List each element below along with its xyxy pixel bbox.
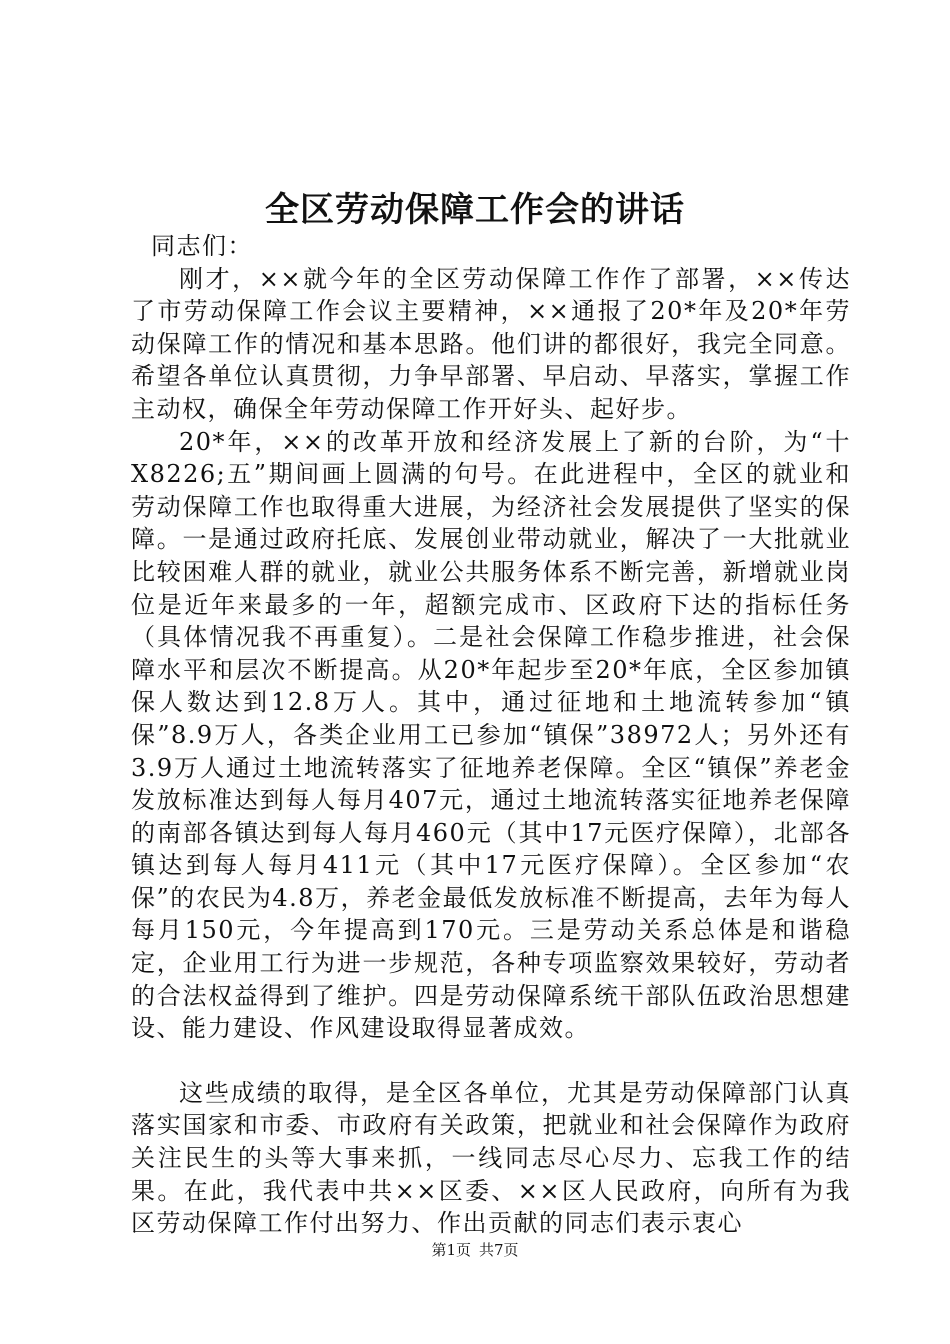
- page-total: 共7页: [479, 1241, 519, 1259]
- page-footer: [0, 1240, 950, 1260]
- page-number: 第1页: [431, 1241, 471, 1259]
- paragraph-3: 这些成绩的取得，是全区各单位，尤其是劳动保障部门认真落实国家和市委、市政府有关政策，把就业和社会保障作为政府关注民生的头等大事来抓，一线同志尽心尽力、忘我工作的结果。在此，我代表中共××区委、××区人民政府，向所有为我区劳动保障工作付出努力、作出贡献的同志们表示衷心: [131, 1078, 851, 1238]
- document-body: [131, 230, 851, 1240]
- paragraph-1: 刚才，××就今年的全区劳动保障工作作了部署，××传达了市劳动保障工作会议主要精神，××通报了20*年及20*年劳动保障工作的情况和基本思路。他们讲的都很好，我完全同意。希望各单位认真贯彻，力争早部署、早启动、早落实，掌握工作主动权，确保全年劳动保障工作开好头、起好步。: [131, 264, 851, 423]
- greeting: 同志们：: [151, 232, 253, 260]
- paragraph-2: 20*年，××的改革开放和经济发展上了新的台阶，为“十X8226;五”期间画上圆满的句号。在此进程中，全区的就业和劳动保障工作也取得重大进展，为经济社会发展提供了坚实的保障。一是通过政府托底、发展创业带动就业，解决了一大批就业比较困难人群的就业，就业公共服务体系不断完善，新增就业岗位是近年来最多的一年，超额完成市、区政府下达的指标任务（具体情况我不再重复）。二是社会保障工作稳步推进，社会保障水平和层次不断提高。从20*年起步至20*年底，全区参加镇保人数达到12.8万人。其中，通过征地和土地流转参加“镇保”8.9万人，各类企业用工已参加“镇保”38972人；另外还有3.9万人通过土地流转落实了征地养老保障。全区“镇保”养老金发放标准达到每人每月407元，通过土地流转落实征地养老保障的南部各镇达到每人每月460元（其中17元医疗保障），北部各镇达到每人每月411元（其中17元医疗保障）。全区参加“农保”的农民为4.8万，养老金最低发放标准不断提高，去年为每人每月150元，今年提高到170元。三是劳动关系总体是和谐稳定，企业用工行为进一步规范，各种专项监察效果较好，劳动者的合法权益得到了维护。四是劳动保障系统干部队伍政治思想建设、能力建设、作风建设取得显著成效。: [131, 427, 851, 1043]
- document-title: 全区劳动保障工作会的讲话: [265, 190, 685, 230]
